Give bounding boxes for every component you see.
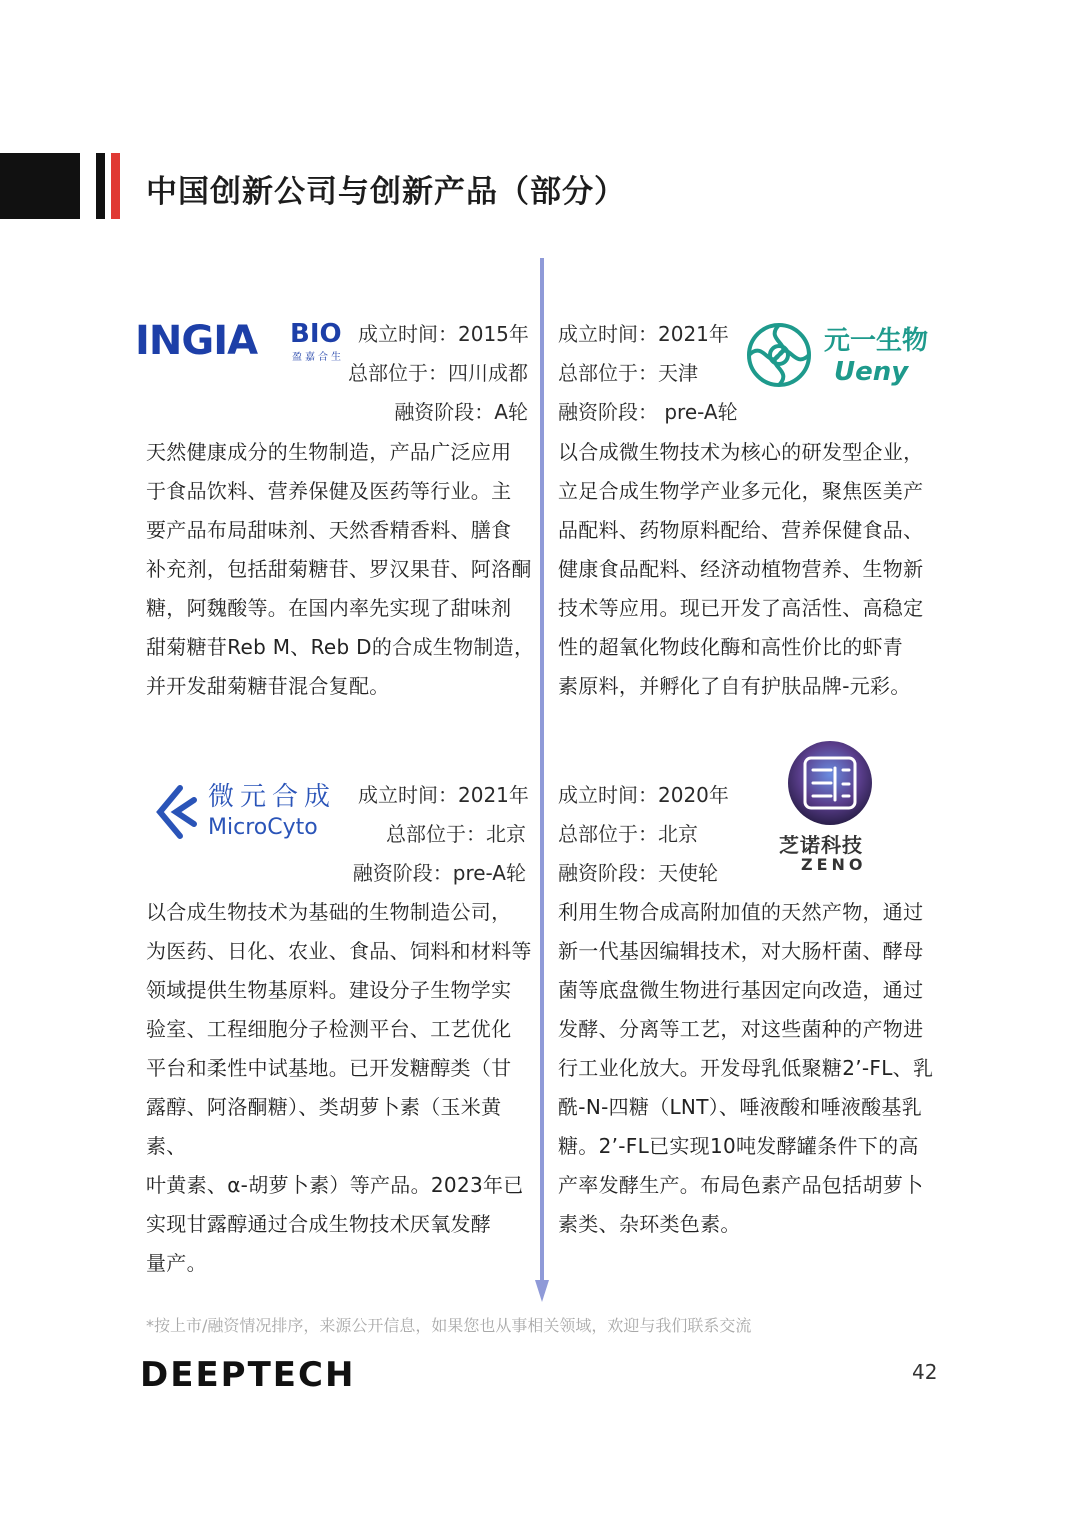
company3-description (146, 893, 538, 1283)
company1-hq: 总部位于：四川成都 (348, 361, 528, 385)
company2-hq: 总部位于：天津 (558, 361, 698, 385)
desc-line: 于食品饮料、营养保健及医药等行业。主 (146, 479, 512, 503)
company2-stage: 融资阶段： pre-A轮 (558, 400, 738, 424)
company4-stage: 融资阶段：天使轮 (558, 861, 718, 885)
desc-line: 要产品布局甜味剂、天然香精香料、膳食 (146, 518, 512, 542)
zeno-logo (775, 738, 887, 878)
header-bar-red (111, 153, 120, 219)
desc-line: 领域提供生物基原料。建设分子生物学实 (146, 978, 512, 1002)
desc-line: 以合成生物技术为基础的生物制造公司， (146, 900, 512, 924)
divider-arrow-icon (535, 1280, 549, 1302)
company4-description (558, 893, 942, 1244)
ueny-logo (744, 320, 944, 390)
company1-stage: 融资阶段：A轮 (394, 400, 528, 424)
desc-line: 甜菊糖苷Reb M、Reb D的合成生物制造， (146, 635, 535, 659)
desc-line: 为医药、日化、农业、食品、饲料和材料等 (146, 939, 532, 963)
desc-line: 天然健康成分的生物制造，产品广泛应用 (146, 440, 512, 464)
desc-line: 糖，阿魏酸等。在国内率先实现了甜味剂 (146, 596, 512, 620)
desc-line: 品配料、药物原料配给、营养保健食品、 (558, 518, 924, 542)
desc-line: 健康食品配料、经济动植物营养、生物新 (558, 557, 924, 581)
company4-founded: 成立时间：2020年 (558, 783, 729, 807)
desc-line: 以合成微生物技术为核心的研发型企业， (558, 440, 924, 464)
footnote: *按上市/融资情况排序，来源公开信息，如果您也从事相关领域，欢迎与我们联系交流 (146, 1316, 752, 1335)
header-black-block (0, 153, 80, 219)
desc-line: 补充剂，包括甜菊糖苷、罗汉果苷、阿洛酮 (146, 557, 532, 581)
microcyto-logo-cn: 微元合成 (208, 782, 337, 812)
desc-line: 菌等底盘微生物进行基因定向改造，通过 (558, 978, 924, 1002)
zeno-logo-en: ZENO (801, 855, 867, 874)
ueny-emblem-icon (744, 320, 814, 390)
ingia-logo-name: INGIA (135, 318, 258, 364)
desc-line: 平台和柔性中试基地。已开发糖醇类（甘 (146, 1056, 512, 1080)
desc-line: 行工业化放大。开发母乳低聚糖2’-FL、乳 (558, 1056, 934, 1080)
desc-line: 实现甘露醇通过合成生物技术厌氧发酵 (146, 1212, 492, 1236)
page-title: 中国创新公司与创新产品（部分） (146, 174, 626, 210)
desc-line: 立足合成生物学产业多元化，聚焦医美产 (558, 479, 924, 503)
desc-line: 酰-N-四糖（LNT）、唾液酸和唾液酸基乳 (558, 1095, 923, 1119)
desc-line: 素类、杂环类色素。 (558, 1212, 741, 1236)
company3-founded: 成立时间：2021年 (358, 783, 529, 807)
zeno-logo-cn: 芝诺科技 (779, 833, 863, 857)
desc-line: 并开发甜菊糖苷混合复配。 (146, 674, 390, 698)
microcyto-logo-en: MicroCyto (208, 815, 318, 840)
desc-line: 新一代基因编辑技术，对大肠杆菌、酵母 (558, 939, 924, 963)
ingia-logo-bio: BIO (290, 319, 342, 349)
desc-line: 糖。2’-FL已实现10吨发酵罐条件下的高 (558, 1134, 919, 1158)
desc-line: 验室、工程细胞分子检测平台、工艺优化 (146, 1017, 512, 1041)
desc-line: 利用生物合成高附加值的天然产物，通过 (558, 900, 924, 924)
desc-line: 叶黄素、α-胡萝卜素）等产品。2023年已 (146, 1173, 524, 1197)
column-divider (540, 258, 544, 1288)
company3-stage: 融资阶段：pre-A轮 (352, 861, 526, 885)
desc-line: 发酵、分离等工艺，对这些菌种的产物进 (558, 1017, 924, 1041)
desc-line: 性的超氧化物歧化酶和高性价比的虾青 (558, 635, 904, 659)
page-number: 42 (912, 1360, 938, 1384)
desc-line: 素原料，并孵化了自有护肤品牌-元彩。 (558, 674, 911, 698)
company1-description (146, 433, 538, 706)
company2-description (558, 433, 942, 706)
company4-hq: 总部位于：北京 (558, 822, 698, 846)
ingia-logo-sub: 盈嘉合生 (292, 352, 344, 363)
desc-line: 产率发酵生产。布局色素产品包括胡萝卜 (558, 1173, 924, 1197)
company1-founded: 成立时间：2015年 (358, 322, 529, 346)
header-bar-black (96, 153, 105, 219)
desc-line: 露醇、阿洛酮糖）、类胡萝卜素（玉米黄素、 (146, 1095, 502, 1158)
company3-hq: 总部位于：北京 (386, 822, 526, 846)
ueny-logo-en: Ueny (834, 357, 909, 387)
microcyto-logo (150, 782, 340, 842)
company2-founded: 成立时间：2021年 (558, 322, 729, 346)
zeno-seal-icon (785, 738, 875, 828)
desc-line: 技术等应用。现已开发了高活性、高稳定 (558, 596, 924, 620)
desc-line: 量产。 (146, 1251, 207, 1275)
ueny-logo-cn: 元一生物 (824, 326, 929, 356)
ingia-bio-logo (135, 318, 355, 366)
deeptech-brand-logo: DEEPTECH (140, 1355, 356, 1395)
microcyto-emblem-icon (150, 782, 200, 842)
